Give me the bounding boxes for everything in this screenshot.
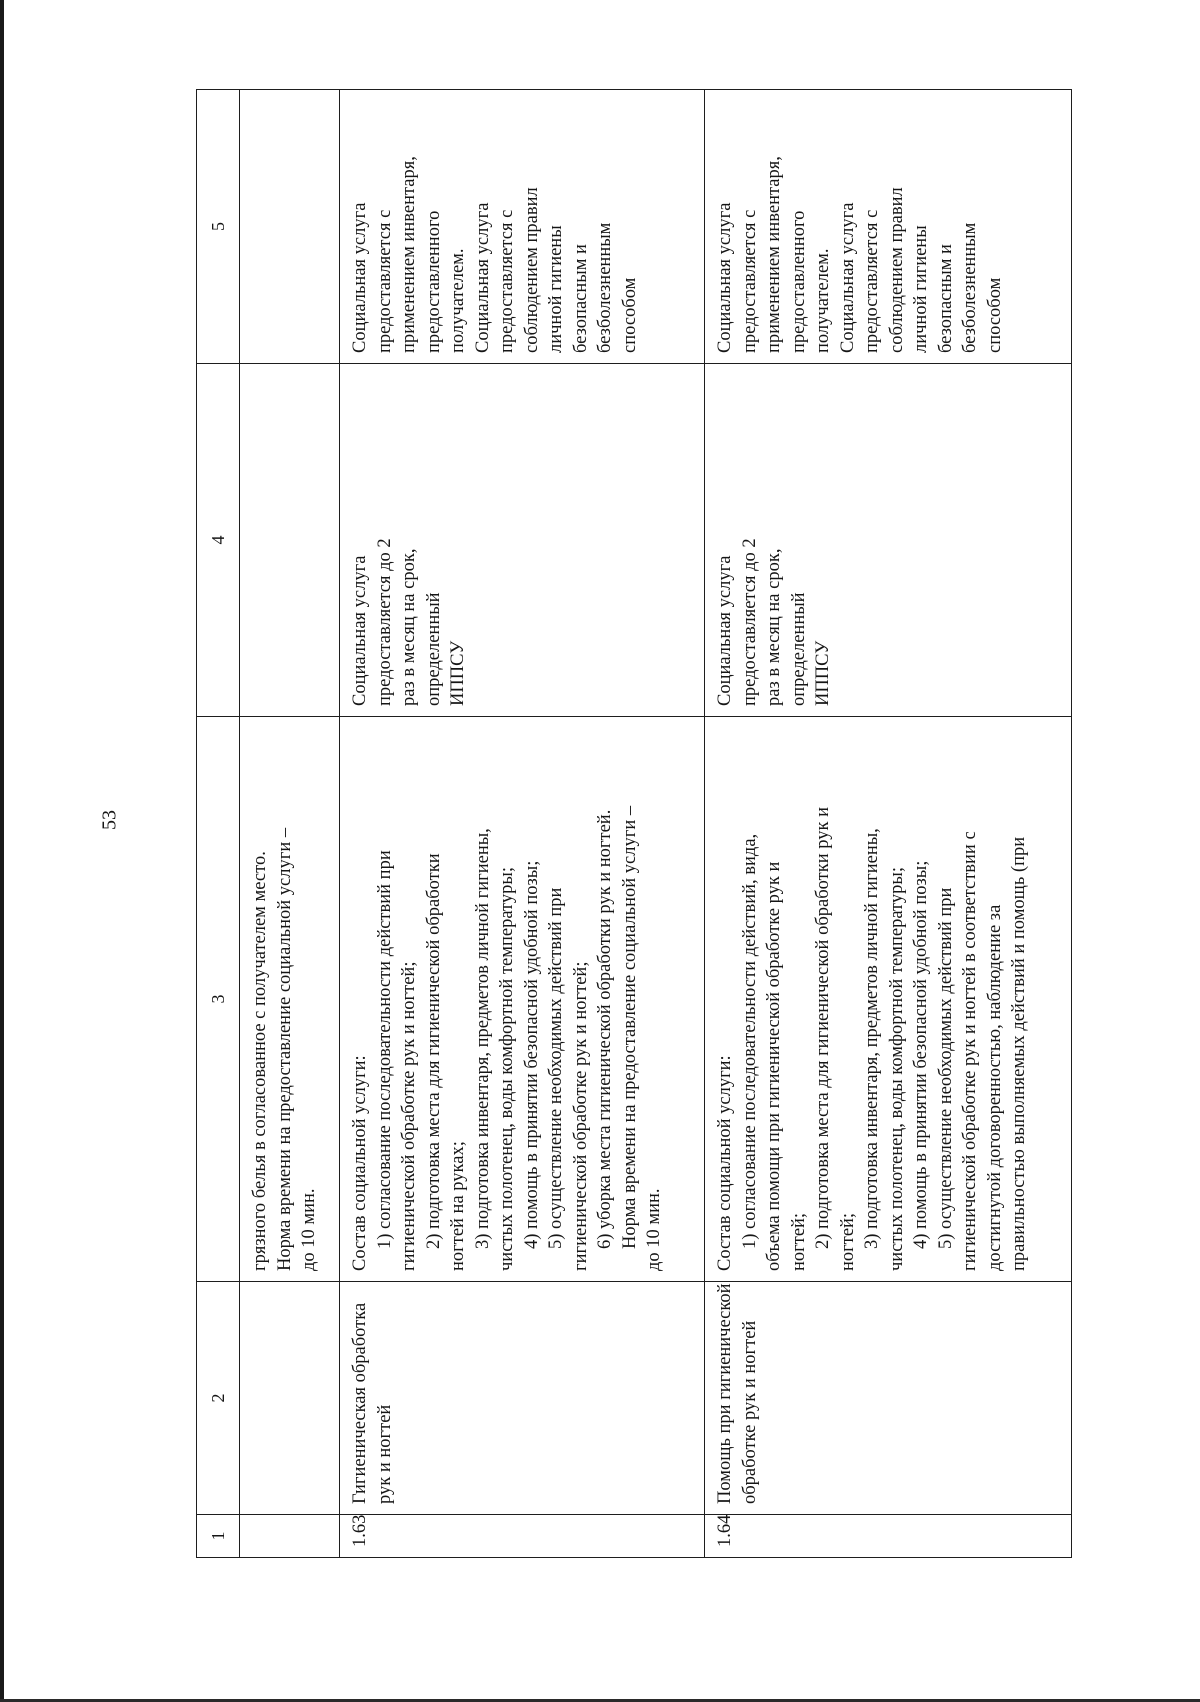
text-line: чистых полотенец, воды комфортной температуры; xyxy=(497,867,517,1271)
text-line: рук и ногтей xyxy=(374,1404,395,1504)
service-frequency xyxy=(705,364,1072,717)
text-line: получателем. xyxy=(448,248,468,353)
rotated-page-content xyxy=(196,90,1070,1558)
text-line: получателем. xyxy=(813,248,833,353)
text-line: Социальная услуга xyxy=(350,555,370,706)
service-frequency xyxy=(340,364,705,717)
header-col-3: 3 xyxy=(197,717,240,1282)
text-line: 1) согласование последовательности действий, вида, xyxy=(739,833,760,1249)
text-line: ногтей; xyxy=(837,1212,858,1271)
text-line: 2) подготовка места для гигиенической обработки xyxy=(423,853,444,1249)
text-line: личной гигиены xyxy=(546,225,566,353)
text-line: ногтей на руках; xyxy=(448,1141,468,1271)
continuation-col-1 xyxy=(240,1515,340,1558)
continuation-row xyxy=(240,90,340,1558)
continuation-col-4 xyxy=(240,364,340,717)
text-line: раз в месяц на срок, xyxy=(399,548,419,706)
text-line: 3) подготовка инвентаря, предметов личной гигиены, xyxy=(472,828,493,1249)
text-line: предоставленного xyxy=(788,210,809,353)
continuation-col-5 xyxy=(240,90,340,364)
text-line: соблюдением правил xyxy=(886,187,907,353)
text-line: Социальная услуга xyxy=(837,202,858,353)
text-line: 5) осуществление необходимых действий при xyxy=(935,887,956,1249)
table-header-row xyxy=(197,90,240,1558)
text-line: Социальная услуга xyxy=(715,555,735,706)
row-number: 1.64 xyxy=(705,1515,1072,1558)
continuation-col-2 xyxy=(240,1282,340,1515)
text-line: до 10 мин. xyxy=(299,1188,319,1271)
service-composition xyxy=(705,717,1072,1282)
text-line: 4) помощь в принятии безопасной удобной позы; xyxy=(911,860,931,1249)
service-name xyxy=(705,1282,1072,1515)
text-line: 6) уборка места гигиенической обработки рук и ногтей. xyxy=(595,809,615,1249)
text-line: предоставляется с xyxy=(739,209,760,353)
text-line: определенный xyxy=(423,592,444,706)
text-line: безболезненным xyxy=(595,222,615,353)
header-col-2: 2 xyxy=(197,1282,240,1515)
text-line: Социальная услуга xyxy=(350,202,370,353)
text-line: 3) подготовка инвентаря, предметов личной гигиены, xyxy=(862,828,882,1249)
table-row xyxy=(340,90,705,1558)
text-line: Социальная услуга xyxy=(715,202,735,353)
text-line: безболезненным xyxy=(960,222,980,353)
text-line: Состав социальной услуги: xyxy=(715,1055,735,1271)
text-line: Гигиеническая обработка xyxy=(350,1302,370,1504)
text-line: обработке рук и ногтей xyxy=(739,1320,760,1504)
scan-edge-left xyxy=(0,0,4,1702)
header-col-4: 4 xyxy=(197,364,240,717)
page-number: 53 xyxy=(98,810,121,830)
text-line: Социальная услуга xyxy=(472,202,493,353)
header-col-1: 1 xyxy=(197,1515,240,1558)
text-line: гигиенической обработке рук и ногтей; xyxy=(570,961,591,1271)
text-line: применением инвентаря, xyxy=(764,156,784,353)
text-line: предоставляется до 2 xyxy=(739,538,760,706)
text-line: ИППСУ xyxy=(448,640,468,706)
row-number: 1.63 xyxy=(340,1515,705,1558)
text-line: предоставляется до 2 xyxy=(374,538,395,706)
table-row xyxy=(705,90,1072,1558)
text-line: гигиенической обработке рук и ногтей в соответствии с xyxy=(960,831,980,1271)
text-line: предоставляется с xyxy=(497,209,517,353)
text-line: способом xyxy=(619,277,640,353)
text-line: 1) согласование последовательности действий при xyxy=(374,850,395,1249)
text-line: грязного белья в согласованное с получателем место. xyxy=(250,851,270,1271)
text-line: Состав социальной услуги: xyxy=(350,1055,370,1271)
text-line: Помощь при гигиенической xyxy=(715,1283,735,1504)
text-line: предоставленного xyxy=(423,210,444,353)
service-conditions xyxy=(340,90,705,364)
text-line: ногтей; xyxy=(788,1212,809,1271)
text-line: до 10 мин. xyxy=(644,1188,664,1271)
header-col-5: 5 xyxy=(197,90,240,364)
text-line: 5) осуществление необходимых действий при xyxy=(546,887,566,1249)
text-line: способом xyxy=(984,277,1005,353)
text-line: правильностью выполняемых действий и помощь (при xyxy=(1009,836,1029,1271)
text-line: гигиенической обработке рук и ногтей; xyxy=(399,961,419,1271)
text-line: личной гигиены xyxy=(911,225,931,353)
text-line: Норма времени на предоставление социальной услуги – xyxy=(619,805,640,1249)
text-line: 4) помощь в принятии безопасной удобной позы; xyxy=(521,860,542,1249)
text-line: раз в месяц на срок, xyxy=(764,548,784,706)
text-line: определенный xyxy=(788,592,809,706)
text-line: применением инвентаря, xyxy=(399,156,419,353)
text-line: соблюдением правил xyxy=(521,187,542,353)
text-line: Норма времени на предоставление социальной услуги – xyxy=(274,827,295,1271)
continuation-composition xyxy=(240,717,340,1282)
text-line: объема помощи при гигиенической обработке рук и xyxy=(764,861,784,1271)
service-name xyxy=(340,1282,705,1515)
text-line: безопасным и xyxy=(935,244,956,353)
text-line: 2) подготовка места для гигиенической обработки рук и xyxy=(813,807,833,1249)
text-line: ИППСУ xyxy=(813,640,833,706)
text-line: чистых полотенец, воды комфортной температуры; xyxy=(886,867,907,1271)
text-line: предоставляется с xyxy=(374,209,395,353)
service-conditions xyxy=(705,90,1072,364)
service-composition xyxy=(340,717,705,1282)
text-line: предоставляется с xyxy=(862,209,882,353)
services-table xyxy=(196,89,1072,1558)
text-line: достигнутой договоренностью, наблюдение за xyxy=(984,904,1005,1271)
text-line: безопасным и xyxy=(570,244,591,353)
